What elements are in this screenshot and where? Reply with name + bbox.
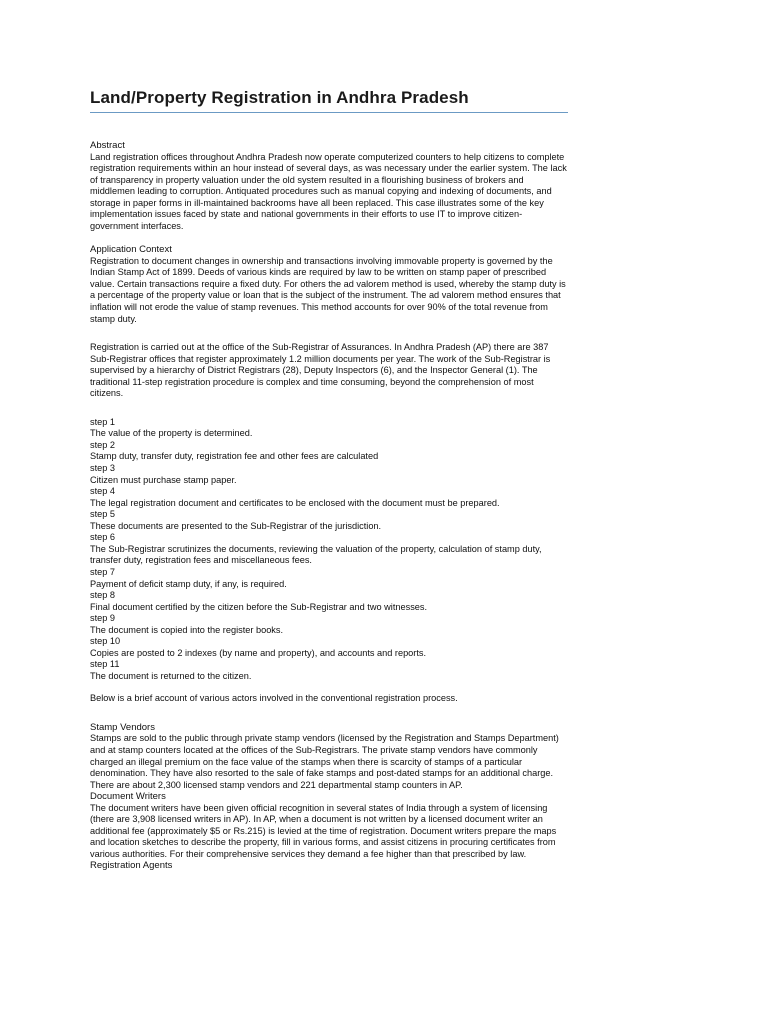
step-text: The document is returned to the citizen.: [90, 670, 252, 681]
step-label: step 7: [90, 566, 116, 577]
steps-list: [90, 417, 568, 683]
document-writers-text: The document writers have been given official recognition in several states of India through a system of licensing (there are 3,908 licensed writers in AP). In AP, when a document is not written by a licensed document writer an additional fee (approximately $5 or Rs.215) is levied at the time of registration. Document writers prepare the maps and location sketches to describe the property, fill in various forms, and assist citizens in procuring certificates from various authorities. For their comprehensive services they demand a fee higher than that prescribed by law.: [90, 802, 557, 859]
registration-section: [90, 342, 568, 400]
actors-intro-text: Below is a brief account of various actors involved in the conventional registration process.: [90, 693, 458, 704]
page-title: Land/Property Registration in Andhra Pradesh: [90, 88, 469, 107]
step-label: step 2: [90, 439, 116, 450]
step-text: Copies are posted to 2 indexes (by name and property), and accounts and reports.: [90, 647, 427, 658]
stamp-vendors-section: [90, 722, 568, 791]
step-text: Citizen must purchase stamp paper.: [90, 474, 237, 485]
step-label: step 4: [90, 486, 116, 497]
step-label: step 10: [90, 636, 121, 647]
application-context-text: Registration to document changes in ownership and transactions involving immovable property is governed by the Indian Stamp Act of 1899. Deeds of various kinds are required by law to be written on stamp paper of prescribed value. Certain transactions require a fixed duty. For others the ad valorem method is used, whereby the stamp duty is a percentage of the property value or loan that is the subject of the instrument. The ad valorem method ensures that inflation will not erode the value of stamp revenues. This method accounts for over 90% of the total revenue from stamp duty.: [90, 255, 566, 324]
registration-text: Registration is carried out at the office of the Sub-Registrar of Assurances. In Andhra Pradesh (AP) there are 387 Sub-Registrar offices that register approximately 1.2 million documents per year. The work of the Sub-Registrar is supervised by a hierarchy of District Registrars (28), Deputy Inspectors (6), and the Inspector General (1). The traditional 11-step registration procedure is complex and time consuming, beyond the comprehension of most citizens.: [90, 342, 551, 399]
application-context-section: [90, 244, 568, 325]
step-text: The legal registration document and certificates to be enclosed with the document must be prepared.: [90, 497, 500, 508]
step-label: step 1: [90, 416, 116, 427]
abstract-text: Land registration offices throughout Andhra Pradesh now operate computerized counters to help citizens to complete registration requirements within an hour instead of several days, as was necessary under the earlier system. The lack of transparency in property valuation under the old system resulted in a flourishing business of brokers and middlemen leading to corruption. Antiquated procedures such as manual copying and indexing of documents, and storage in paper forms in ill-maintained backrooms have all been replaced. This case illustrates some of the key implementation issues faced by state and national governments in their efforts to use IT to improve citizen-government interfaces.: [90, 151, 567, 231]
step-text: Final document certified by the citizen before the Sub-Registrar and two witnesses.: [90, 601, 428, 612]
step-text: These documents are presented to the Sub-Registrar of the jurisdiction.: [90, 520, 382, 531]
step-label: step 8: [90, 590, 116, 601]
step-label: step 6: [90, 532, 116, 543]
registration-agents-section: [90, 860, 568, 872]
title-underline: [90, 112, 568, 113]
step-text: Stamp duty, transfer duty, registration fee and other fees are calculated: [90, 451, 379, 462]
registration-agents-heading: Registration Agents: [90, 860, 173, 872]
application-context-heading: Application Context: [90, 244, 172, 256]
stamp-vendors-heading: Stamp Vendors: [90, 721, 155, 733]
step-label: step 5: [90, 509, 116, 520]
step-label: step 9: [90, 613, 116, 624]
step-label: step 11: [90, 659, 120, 670]
step-label: step 3: [90, 463, 116, 474]
abstract-section: [90, 140, 568, 232]
step-text: Payment of deficit stamp duty, if any, is required.: [90, 578, 287, 589]
abstract-heading: Abstract: [90, 140, 125, 151]
step-text: The value of the property is determined.: [90, 428, 253, 439]
document-page: [90, 88, 568, 872]
step-text: The document is copied into the register books.: [90, 624, 284, 635]
step-text: The Sub-Registrar scrutinizes the documents, reviewing the valuation of the property, calculation of stamp duty, transfer duty, registration fees and miscellaneous fees.: [90, 543, 542, 566]
document-writers-section: [90, 791, 568, 860]
document-writers-heading: Document Writers: [90, 791, 166, 803]
stamp-vendors-text: Stamps are sold to the public through private stamp vendors (licensed by the Registration and Stamps Department) and at stamp counters located at the offices of the Sub-Registrars. The private stamp vendors have commonly charged an illegal premium on the face value of the stamps when there is scarcity of stamps of a particular denomination. They have also resorted to the sale of fake stamps and post-dated stamps for an additional charge. There are about 2,300 licensed stamp vendors and 221 departmental stamp counters in AP.: [90, 733, 559, 790]
